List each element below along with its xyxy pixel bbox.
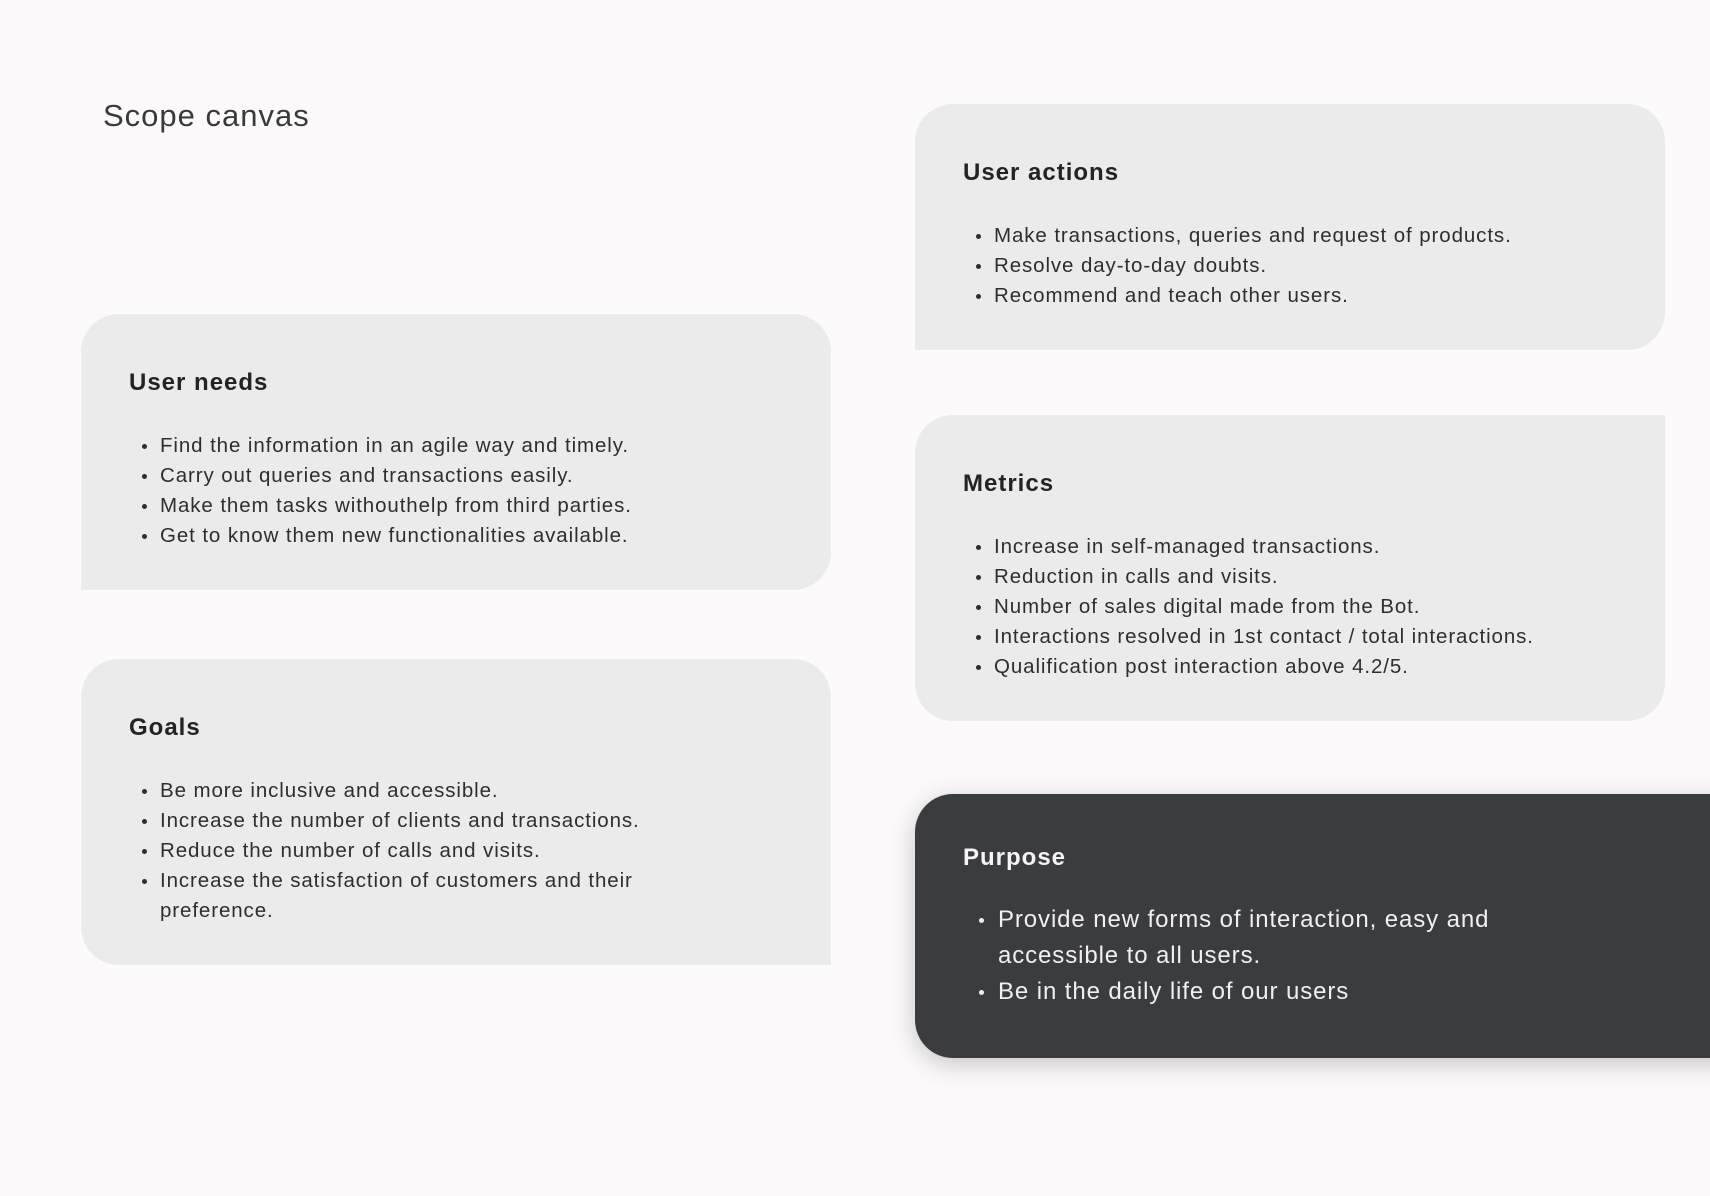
list-item: Find the information in an agile way and timely.	[160, 431, 783, 461]
user-actions-list	[963, 221, 1617, 311]
goals-title: Goals	[129, 714, 201, 741]
list-item: Carry out queries and transactions easily.	[160, 461, 783, 491]
goals-list	[129, 776, 783, 926]
list-item: Make transactions, queries and request of products.	[994, 221, 1617, 251]
metrics-card	[915, 415, 1665, 721]
metrics-title: Metrics	[963, 470, 1055, 497]
list-item: Increase the number of clients and transactions.	[160, 806, 783, 836]
list-item: Qualification post interaction above 4.2/5.	[994, 652, 1617, 682]
list-item: Interactions resolved in 1st contact / total interactions.	[994, 622, 1617, 652]
purpose-title: Purpose	[963, 844, 1067, 871]
list-item: Be in the daily life of our users	[998, 974, 1558, 1010]
list-item: Resolve day-to-day doubts.	[994, 251, 1617, 281]
list-item: Recommend and teach other users.	[994, 281, 1617, 311]
user-needs-list	[129, 431, 783, 551]
list-item: Increase in self-managed transactions.	[994, 532, 1617, 562]
list-item: Provide new forms of interaction, easy and accessible to all users.	[998, 902, 1558, 974]
page-title: Scope canvas	[103, 98, 310, 133]
list-item: Be more inclusive and accessible.	[160, 776, 783, 806]
list-item: Make them tasks withouthelp from third parties.	[160, 491, 783, 521]
metrics-list	[963, 532, 1617, 682]
goals-card	[81, 659, 831, 965]
user-needs-card	[81, 314, 831, 590]
user-needs-title: User needs	[129, 369, 269, 396]
purpose-card	[915, 794, 1710, 1058]
list-item: Reduction in calls and visits.	[994, 562, 1617, 592]
list-item: Get to know them new functionalities available.	[160, 521, 783, 551]
user-actions-card	[915, 104, 1665, 350]
list-item: Reduce the number of calls and visits.	[160, 836, 783, 866]
purpose-list	[963, 902, 1558, 1010]
user-actions-title: User actions	[963, 159, 1120, 186]
list-item: Number of sales digital made from the Bot.	[994, 592, 1617, 622]
list-item: Increase the satisfaction of customers and their preference.	[160, 866, 680, 926]
